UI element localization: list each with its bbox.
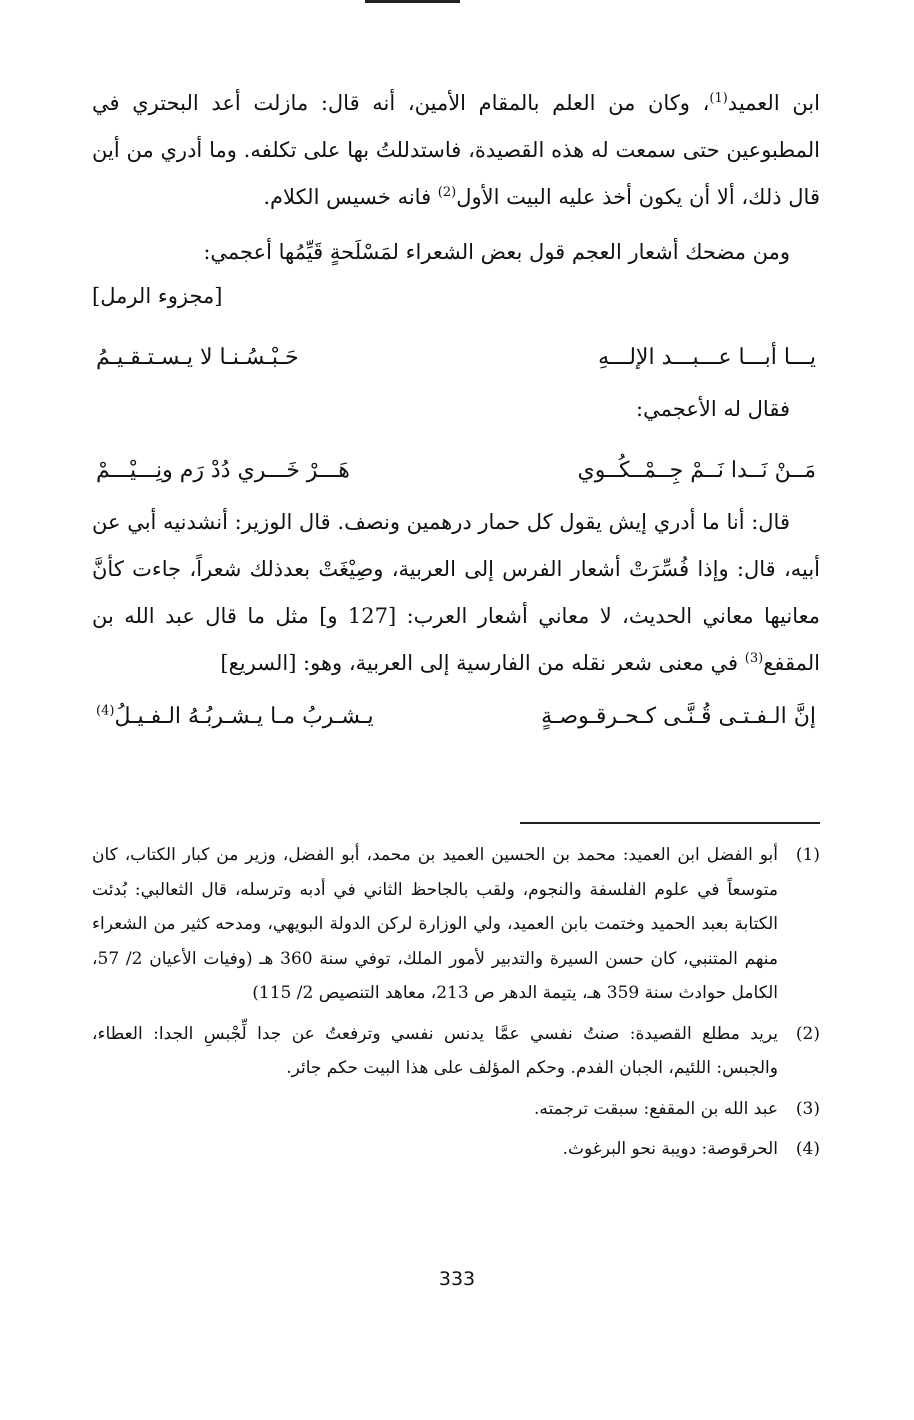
paragraph-2 — [92, 229, 820, 276]
verse3-first-hemistich: إنَّ الـفـتـى قُـنَّـى كـحـرقـوصـةٍ — [541, 703, 816, 729]
para1-text-c: فانه خسيس الكلام. — [263, 185, 438, 209]
footnote-text: يريد مطلع القصيدة: صنتُ نفسي عمَّا يدنس نفسي وترفعتُ عن جدا لِّجْبسِ الجدا: العطاء، والجبس: اللئيم، الجبان الفدم. وحكم المؤلف على هذا البيت حكم جائر. — [92, 1023, 778, 1078]
footnote-ref-2[interactable]: (2) — [437, 185, 457, 200]
footnote-number: (1) — [795, 845, 820, 865]
footnote-ref-3[interactable]: (3) — [744, 651, 764, 666]
verse-2 — [92, 441, 820, 499]
footnote-number: (4) — [795, 1139, 820, 1159]
verse3-second-text: يـشـربُ مـا يـشـربُـهُ الـفـيـلُ — [114, 703, 374, 729]
page-number: 333 — [438, 1268, 476, 1290]
footnote-number: (2) — [795, 1023, 820, 1044]
footnote-text: الحرقوصة: دويبة نحو البرغوث. — [562, 1139, 778, 1159]
para4-text-b: في معنى شعر نقله من الفارسية إلى العربية، وهو: [السريع] — [220, 651, 745, 675]
para4-text-a: قال: أنا ما أدري إيش يقول كل حمار درهمين ونصف. قال الوزير: أنشدنيه أبي عن أبيه، قال: وإذا فُسِّرَتْ أشعار الفرس إلى العربية، وصِيْغَتْ بعدذلك شعراً، جاءت كأنَّ معانيها معاني الحديث، لا معاني أشعار العرب: [127 و] مثل ما قال عبد الله بن المقفع — [92, 510, 821, 675]
footnote-number: (3) — [795, 1098, 820, 1119]
para3-text: فقال له الأعجمي: — [636, 397, 790, 421]
footnotes — [92, 838, 820, 1167]
paragraph-4 — [92, 499, 820, 687]
footnote-text: عبد الله بن المقفع: سبقت ترجمته. — [533, 1098, 778, 1119]
verse2-second-hemistich: هَـــرْ خَـــري دُدْ رَم ونِـــيْـــمْ — [96, 457, 350, 483]
para2-text: ومن مضحك أشعار العجم قول بعض الشعراء لمَسْلَحةٍ قَيِّمُها أعجمي: — [203, 240, 790, 264]
verse2-first-hemistich: مَــنْ نَــدا نَــمْ جِــمْــكُــوي — [577, 457, 816, 483]
verse-3 — [92, 687, 820, 745]
footnote-3 — [92, 1092, 820, 1127]
verse3-second-hemistich — [96, 704, 374, 729]
main-text — [92, 80, 820, 745]
meter-label-1: [مجزوء الرمل] — [92, 284, 223, 308]
paragraph-1 — [92, 80, 820, 221]
footnote-text: أبو الفضل ابن العميد: محمد بن الحسين العميد بن محمد، أبو الفضل، وزير من كبار الكتاب، كان متوسعاً في علوم الفلسفة والنجوم، ولقب بالجاحظ الثاني في أدبه وترسله، قال الثعالبي: بُدئت الكتابة بعبد الحميد وختمت بابن العميد، ولي الوزارة لركن الدولة البويهي، ومدحه كثير من الشعراء منهم المتنبي، كان حسن السيرة والتدبير لأمور الملك، توفي سنة 360 هـ (وفيات الأعيان 2/ 57، الكامل حوادث سنة 359 هـ، يتيمة الدهر ص 213، معاهد التنصيص 2/ 115) — [92, 845, 778, 1003]
top-rule — [365, 0, 460, 3]
footnote-ref-4[interactable]: (4) — [96, 703, 115, 719]
footnote-separator — [520, 822, 820, 824]
verse-1 — [92, 328, 820, 386]
paragraph-3 — [92, 386, 820, 433]
para1-text-a: ابن العميد — [727, 91, 820, 115]
footnote-4 — [92, 1132, 820, 1167]
footnote-2 — [92, 1017, 820, 1086]
para1-text-b: ، وكان من العلم بالمقام الأمين، أنه قال: مازلت أعد البحتري في المطبوعين حتى سمعت له هذه القصيدة، فاستدللتُ بها على تكلفه. وما أدري من أين قال ذلك، ألا أن يكون أخذ عليه البيت الأول — [92, 91, 820, 209]
verse1-first-hemistich: يـــا أبـــا عـــبـــد الإلـــهِ — [598, 344, 816, 370]
footnote-1 — [92, 838, 820, 1011]
verse1-second-hemistich: حَـبْـسُـنـا لا يـسـتـقـيـمُ — [96, 344, 299, 370]
footnote-ref-1[interactable]: (1) — [709, 91, 728, 106]
